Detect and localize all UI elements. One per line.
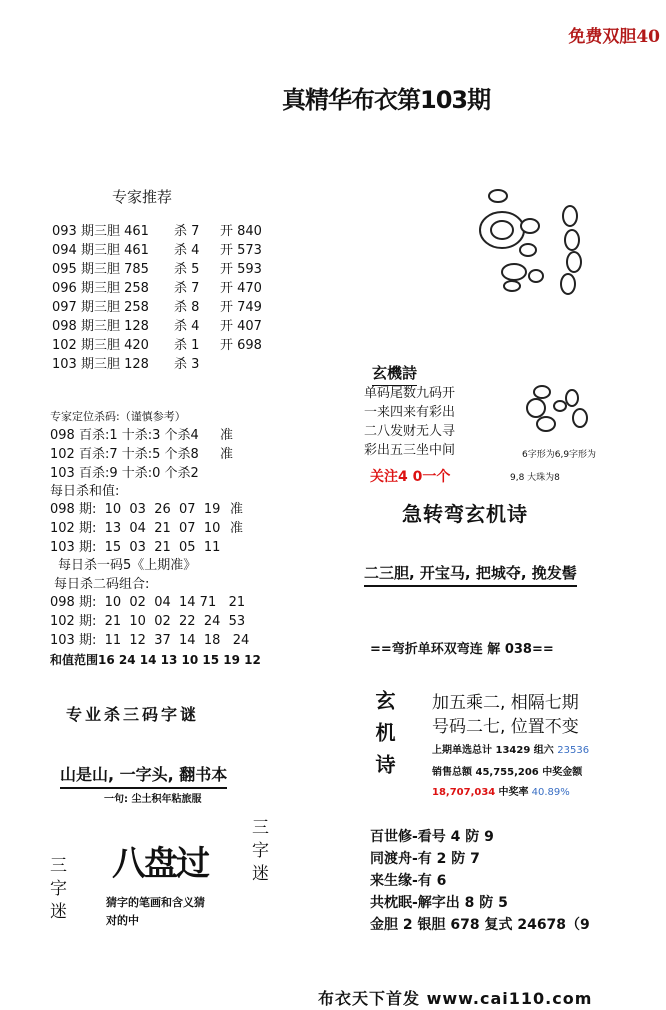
riddle-note: 猜字的笔画和含义猜 [106,896,205,909]
sum-range: 和值范围16 24 14 13 10 15 19 12 [50,653,261,667]
daily-kill-row [50,519,243,538]
riddle-line: 山是山, 一字头, 翻书本 [60,762,227,789]
row-text: 098 百杀:1 十杀:3 个杀4 [50,428,199,443]
daily-two-row: 098 期: 10 02 04 14 71 21 [50,595,246,610]
tip-line: 金胆 2 银胆 678 复式 24678（9 [370,917,590,933]
stones-drawing [472,178,602,308]
daily-kill-list [50,500,243,557]
expert-open: 开 840 [220,224,262,239]
stat-sales-label: 销售总额 [432,767,472,778]
daily-kill-row [50,538,243,557]
stone-chain-icon [561,206,581,294]
expert-open: 开 573 [220,243,262,258]
stone-pile-icon [527,386,587,431]
position-kill-heading: 专家定位杀码:（谨慎参考） [50,410,186,423]
poem-focus: 关注4 0一个 [370,469,451,485]
poem-line: 一来四来有彩出 [364,405,456,420]
turn-poem-heading: 急转弯玄机诗 [402,502,528,526]
stat-sales [432,763,582,778]
daily-kill-row [50,500,243,519]
daily-two-heading: 每日杀二码组合: [54,577,150,592]
daily-kill-heading: 每日杀和值: [50,484,120,499]
expert-kill: 杀 7 [174,281,200,296]
riddle-subline: 一句: 尘土积年粘旅服 [104,794,202,805]
riddle-big-text: 八盘过 [112,844,208,884]
expert-period: 098 期三胆 128 [52,319,149,334]
expert-period: 102 期三胆 420 [52,338,149,353]
expert-open: 开 470 [220,281,262,296]
expert-open: 开 593 [220,262,262,277]
position-kill-row [50,445,233,464]
row-text: 098 期: 10 03 26 07 19 [50,502,221,517]
row-mark: 准 [230,502,244,517]
expert-open: 开 698 [220,338,262,353]
daily-two-row: 102 期: 21 10 02 22 24 53 [50,614,246,629]
expert-row [52,279,262,298]
position-kill-row [50,426,233,445]
expert-kill: 杀 8 [174,300,200,315]
row-text: 102 期: 13 04 21 07 10 [50,521,221,536]
page-title: 真精华布衣第103期 [282,86,491,114]
riddle-heading: 专业杀三码字谜 [66,705,200,724]
riddle-vertical-left: 三字迷 [46,856,66,925]
stat-selection-value: 13429 [495,745,531,756]
bend-answer: ==弯折单环双弯连 解 038== [370,642,554,657]
expert-period: 093 期三胆 461 [52,224,149,239]
daily-one-code: 每日杀一码5《上期准》 [58,558,197,573]
expert-row [52,222,262,241]
stat-prize-value: 18,707,034 [432,787,496,798]
row-mark: 准 [220,428,234,443]
stat-selection-label: 上期单选总计 [432,745,492,756]
tip-line: 来生缘-有 6 [370,873,447,889]
expert-kill: 杀 5 [174,262,200,277]
poem-lines [364,384,455,460]
expert-kill: 杀 4 [174,243,200,258]
tip-line: 共枕眠-解字出 8 防 5 [370,895,508,911]
stat-rate-value: 40.89% [531,787,570,798]
turn-poem-line: 二三胆, 开宝马, 把城夺, 挽发髻 [364,562,577,587]
xuanji-line-1: 加五乘二, 相隔七期 [432,693,579,713]
row-mark: 准 [230,521,244,536]
stat-sales-value: 45,755,206 [475,767,539,778]
row-text: 102 百杀:7 十杀:5 个杀8 [50,447,199,462]
stone-ring-icon [480,190,543,291]
expert-open: 开 407 [220,319,262,334]
expert-kill: 杀 3 [174,357,200,372]
expert-heading: 专家推荐 [112,188,173,206]
position-kill-row [50,464,233,483]
stat-prize-label: 中奖金额 [542,767,583,778]
expert-row [52,317,262,336]
expert-row [52,298,262,317]
row-mark: 准 [220,447,234,462]
riddle-vertical-right: 三字迷 [248,818,268,887]
expert-period: 095 期三胆 785 [52,262,149,277]
tips-list [370,826,590,936]
expert-row [52,336,262,355]
riddle-note-2: 对的中 [106,914,139,927]
expert-kill: 杀 4 [174,319,200,334]
poem-line: 彩出五三坐中间 [364,443,456,458]
expert-row [52,355,262,374]
expert-table [52,222,262,374]
xuanji-line-2: 号码二七, 位置不变 [432,717,579,737]
expert-kill: 杀 7 [174,224,200,239]
tip-line: 百世修-看号 4 防 9 [370,829,494,845]
row-text: 103 期: 15 03 21 05 11 [50,540,221,555]
tip-line: 同渡舟-有 2 防 7 [370,851,480,867]
xuanji-vertical-title: 玄机诗 [372,690,396,786]
expert-row [52,260,262,279]
footer-site: 布衣天下首发 www.cai110.com [318,989,593,1008]
stones-drawing-small [520,378,610,440]
poem-bead-note: 9,8 大珠为8 [510,473,560,483]
expert-open: 开 749 [220,300,262,315]
free-double-tag: 免费双胆40 [568,27,660,47]
daily-two-list [50,593,249,650]
stat-rate-label: 中奖率 [498,787,529,798]
poem-line: 单码尾数九码开 [364,386,456,401]
stat-selection [432,741,589,756]
expert-row [52,241,262,260]
poem-line: 二八发财无人寻 [364,424,456,439]
expert-period: 097 期三胆 258 [52,300,149,315]
row-text: 103 百杀:9 十杀:0 个杀2 [50,466,199,481]
poem-shape-note: 6字形为6,9字形为 [522,450,597,460]
poem-heading: 玄機詩 [372,362,417,386]
stat-group-value: 23536 [557,745,590,756]
expert-kill: 杀 1 [174,338,200,353]
expert-period: 096 期三胆 258 [52,281,149,296]
position-kill-list [50,426,233,483]
expert-period: 103 期三胆 128 [52,357,149,372]
stat-group-label: 组六 [533,745,554,756]
expert-period: 094 期三胆 461 [52,243,149,258]
stat-prize [432,783,570,798]
daily-two-row: 103 期: 11 12 37 14 18 24 [50,633,250,648]
